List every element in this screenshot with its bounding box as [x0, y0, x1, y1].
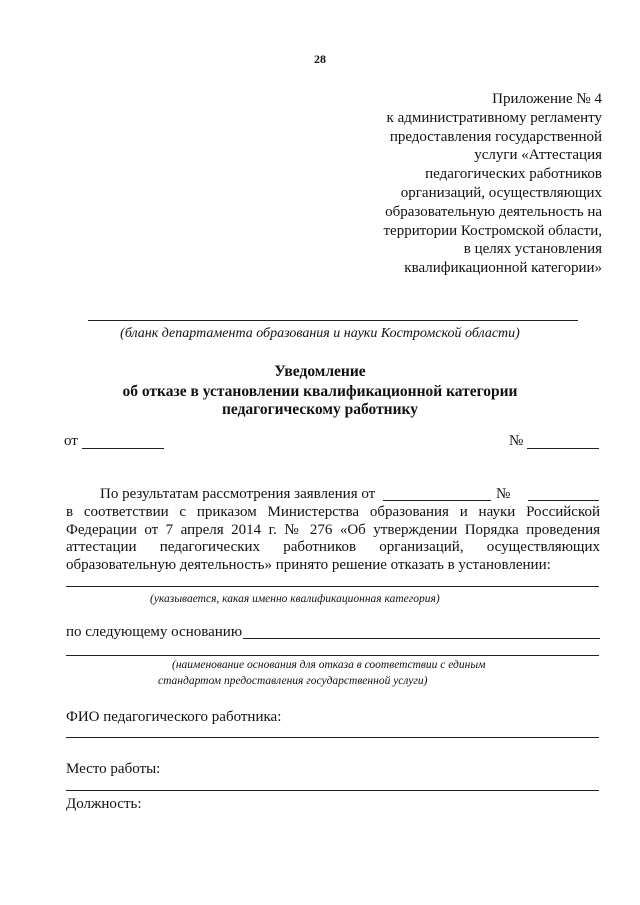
workplace-label: Место работы: [66, 761, 161, 777]
document-subtitle-2: педагогическому работнику [221, 401, 419, 418]
appendix-line: услуги «Аттестация [474, 147, 602, 164]
application-number-label: № [496, 486, 511, 502]
appendix-line: территории Костромской области, [383, 222, 602, 239]
date-label: от [64, 433, 78, 449]
number-label: № [509, 433, 524, 449]
page-number: 28 [314, 52, 326, 66]
appendix-header [342, 90, 602, 278]
appendix-line: к административному регламенту [386, 109, 602, 126]
appendix-line: Приложение № 4 [492, 91, 602, 107]
date-field [82, 448, 164, 449]
application-number-field [528, 500, 599, 501]
appendix-line: предоставления государственной [389, 128, 602, 145]
basis-caption: (наименование основания для отказа в соответствии с единым [172, 659, 486, 671]
position-label: Должность: [66, 796, 142, 812]
letterhead-caption: (бланк департамента образования и науки Костромской области) [120, 326, 520, 341]
basis-field [243, 638, 600, 639]
basis-caption-2: стандартом предоставления государственной услуги) [158, 675, 428, 687]
application-date-field [383, 500, 491, 501]
document-title: Уведомление [274, 363, 366, 380]
appendix-line: в целях установления [463, 241, 602, 258]
basis-field-continuation [66, 655, 599, 656]
category-caption: (указывается, какая именно квалификационная категория) [150, 593, 440, 605]
appendix-line: образовательную деятельность на [385, 203, 602, 220]
paragraph-line: Федерации от 7 апреля 2014 г. № 276 «Об утверждении Порядка проведения [66, 521, 600, 538]
paragraph-line: в соответствии с приказом Министерства образования и науки Российской [66, 504, 600, 520]
fio-field [66, 737, 599, 738]
category-field [66, 586, 599, 587]
document-subtitle: об отказе в установлении квалификационной категории [122, 383, 518, 400]
paragraph-line: аттестации педагогических работников организаций, осуществляющих [66, 539, 600, 556]
paragraph-line: образовательную деятельность» принято решение отказать в установлении: [66, 556, 551, 573]
number-field [527, 448, 599, 449]
fio-label: ФИО педагогического работника: [66, 709, 282, 725]
appendix-line: квалификационной категории» [404, 260, 602, 277]
letterhead-line [88, 320, 578, 321]
workplace-field [66, 790, 599, 791]
paragraph-body [66, 504, 600, 574]
appendix-line: организаций, осуществляющих [400, 184, 602, 201]
application-prefix: По результатам рассмотрения заявления от [100, 486, 376, 502]
appendix-line: педагогических работников [425, 166, 602, 183]
basis-label: по следующему основанию [66, 624, 243, 640]
